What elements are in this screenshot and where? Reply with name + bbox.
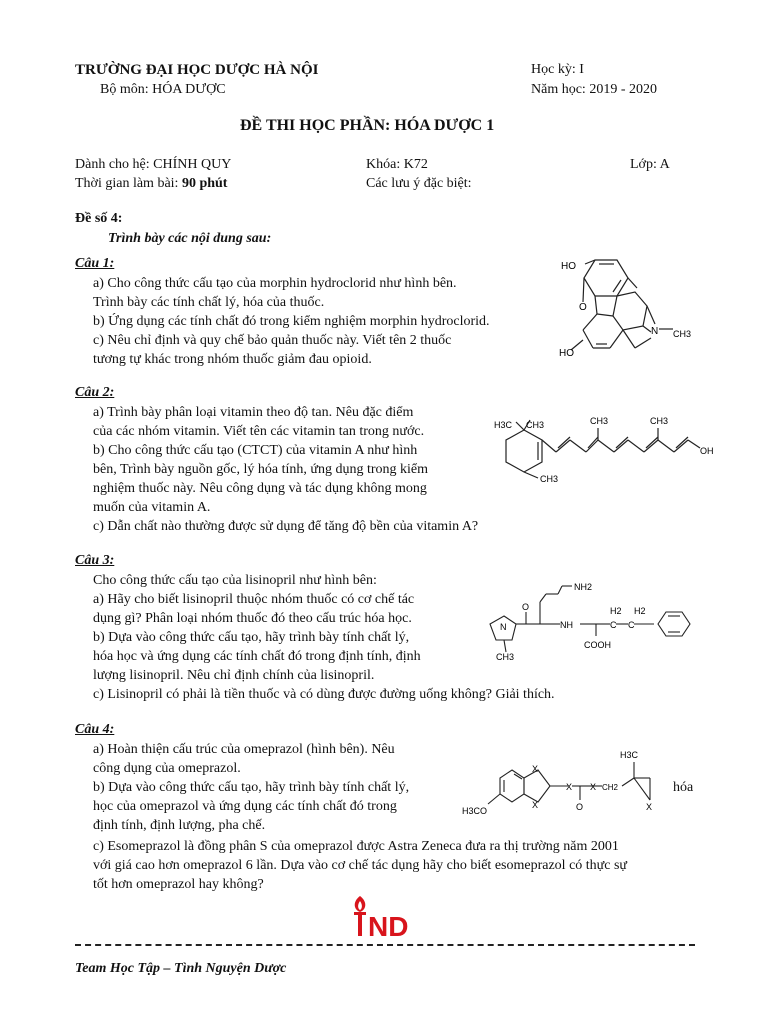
- time-label: Thời gian làm bài:: [75, 176, 182, 191]
- exam-number: Đề số 4:: [75, 211, 123, 226]
- q2-line: muốn của vitamin A.: [93, 500, 211, 515]
- chem-label: N: [500, 622, 507, 632]
- q4-trailing-word: hóa: [673, 780, 694, 795]
- q4-line: b) Dựa vào công thức cấu tạo, hãy trình bày tính chất lý,: [93, 780, 410, 795]
- x-mark: X: [532, 800, 539, 810]
- footer-team: Team Học Tập – Tình Nguyện Dược: [75, 961, 287, 976]
- q3-line: lượng lisinopril. Nêu chỉ định chính của lisinopril.: [93, 668, 375, 683]
- q1-line: Trình bày các tính chất lý, hóa của thuốc.: [93, 295, 325, 310]
- chem-label: HO: [561, 261, 576, 272]
- q4-line: a) Hoàn thiện cấu trúc của omeprazol (hình bên). Nêu: [93, 742, 395, 757]
- q3-line: dụng gì? Phân loại nhóm thuốc đó theo cấu trúc hóa học.: [93, 611, 412, 626]
- chem-label: NH: [560, 620, 573, 630]
- chem-label: H2: [634, 606, 646, 616]
- department: Bộ môn: HÓA DƯỢC: [100, 82, 226, 97]
- q2-line: b) Cho công thức cấu tạo (CTCT) của vitamin A như hình: [93, 443, 418, 458]
- q4-line: công dụng của omeprazol.: [93, 761, 241, 776]
- question-4-title: Câu 4:: [75, 722, 115, 737]
- q3-line: Cho công thức cấu tạo của lisinopril như hình bên:: [93, 573, 377, 588]
- chem-label: O: [579, 302, 587, 313]
- vitamin-a-structure: [494, 412, 720, 490]
- q2-line: a) Trình bày phân loại vitamin theo độ tan. Nêu đặc điểm: [93, 405, 414, 420]
- chem-label: H3CO: [462, 806, 488, 816]
- lisinopril-structure: [478, 574, 708, 670]
- question-3-title: Câu 3:: [75, 553, 115, 568]
- x-mark: X: [566, 782, 573, 792]
- chem-label: OH: [700, 446, 714, 456]
- system-label: Dành cho hệ:: [75, 157, 154, 172]
- q2-line: nghiệm thuốc này. Nêu công dụng và tác dụng không mong: [93, 481, 427, 496]
- chem-label: H3C: [620, 750, 639, 760]
- q2-line: c) Dẫn chất nào thường được sử dụng để tăng độ bền của vitamin A?: [93, 519, 479, 534]
- chem-label: N: [651, 326, 659, 337]
- system-value: CHÍNH QUY: [153, 157, 232, 172]
- instruction: Trình bày các nội dung sau:: [108, 231, 272, 246]
- chem-label: CH2: [602, 783, 619, 792]
- morphine-structure: [555, 252, 705, 370]
- chem-label: CH3: [526, 420, 545, 430]
- q1-line: a) Cho công thức cấu tạo của morphin hydroclorid như hình bên.: [93, 276, 457, 291]
- q2-line: của các nhóm vitamin. Viết tên các vitamin tan trong nước.: [93, 424, 425, 439]
- chem-label: O: [576, 802, 584, 812]
- x-mark: X: [646, 802, 653, 812]
- q1-line: tương tự khác trong nhóm thuốc giảm đau opioid.: [93, 352, 372, 367]
- q3-line: hóa học và ứng dụng các tính chất đó trong định tính, định: [93, 649, 421, 664]
- chem-label: H3C: [494, 420, 513, 430]
- chem-label: O: [522, 602, 530, 612]
- footer-divider: [75, 944, 695, 946]
- q1-line: c) Nêu chỉ định và quy chế bảo quản thuốc này. Viết tên 2 thuốc: [93, 333, 452, 348]
- chem-label: CH3: [673, 329, 692, 339]
- q4-line: tốt hơn omeprazol hay không?: [93, 877, 264, 892]
- school-year: Năm học: 2019 - 2020: [531, 82, 657, 97]
- chem-label: COOH: [584, 640, 611, 650]
- chem-label: CH3: [496, 652, 515, 662]
- time-value: 90 phút: [181, 176, 228, 191]
- chem-label: C: [628, 620, 635, 630]
- x-mark: X: [590, 782, 597, 792]
- question-2-title: Câu 2:: [75, 385, 115, 400]
- nd-logo: [346, 892, 426, 942]
- q3-line: c) Lisinopril có phải là tiền thuốc và có dùng được đường uống không? Giải thích.: [93, 687, 555, 702]
- q1-line: b) Ứng dụng các tính chất đó trong kiểm nghiệm morphin hydroclorid.: [93, 314, 490, 329]
- logo-text: ND: [368, 911, 409, 942]
- special-notes: Các lưu ý đặc biệt:: [366, 176, 472, 191]
- class: Lớp: A: [630, 157, 670, 172]
- chem-label: CH3: [540, 474, 559, 484]
- semester: Học kỳ: I: [531, 62, 584, 77]
- q4-line: học của omeprazol và ứng dụng các tính chất đó trong: [93, 799, 397, 814]
- course: Khóa: K72: [366, 157, 428, 172]
- omeprazole-structure: [462, 742, 670, 820]
- q4-line: định tính, định lượng, pha chế.: [93, 818, 266, 833]
- chem-label: CH3: [650, 416, 669, 426]
- q4-line: với giá cao hơn omeprazol 6 lần. Dựa vào cơ chế tác dụng hãy cho biết esomeprazol có thực sự: [93, 858, 628, 873]
- q2-line: bên, Trình bày nguồn gốc, lý hóa tính, ứng dụng trong kiểm: [93, 462, 429, 477]
- chem-label: CH3: [590, 416, 609, 426]
- x-mark: X: [532, 764, 539, 774]
- chem-label: NH2: [574, 582, 593, 592]
- chem-label: C: [610, 620, 617, 630]
- question-1-title: Câu 1:: [75, 256, 115, 271]
- q3-line: b) Dựa vào công thức cấu tạo, hãy trình bày tính chất lý,: [93, 630, 410, 645]
- school-name: TRƯỜNG ĐẠI HỌC DƯỢC HÀ NỘI: [75, 62, 319, 78]
- exam-title: ĐỀ THI HỌC PHẦN: HÓA DƯỢC 1: [240, 117, 495, 134]
- chem-label: H2: [610, 606, 622, 616]
- chem-label: HO: [559, 348, 574, 359]
- q3-line: a) Hãy cho biết lisinopril thuộc nhóm thuốc có cơ chế tác: [93, 592, 415, 607]
- time-limit: [75, 176, 227, 192]
- q4-line: c) Esomeprazol là đồng phân S của omeprazol được Astra Zeneca đưa ra thị trường năm 2001: [93, 839, 619, 854]
- training-system: [75, 157, 231, 173]
